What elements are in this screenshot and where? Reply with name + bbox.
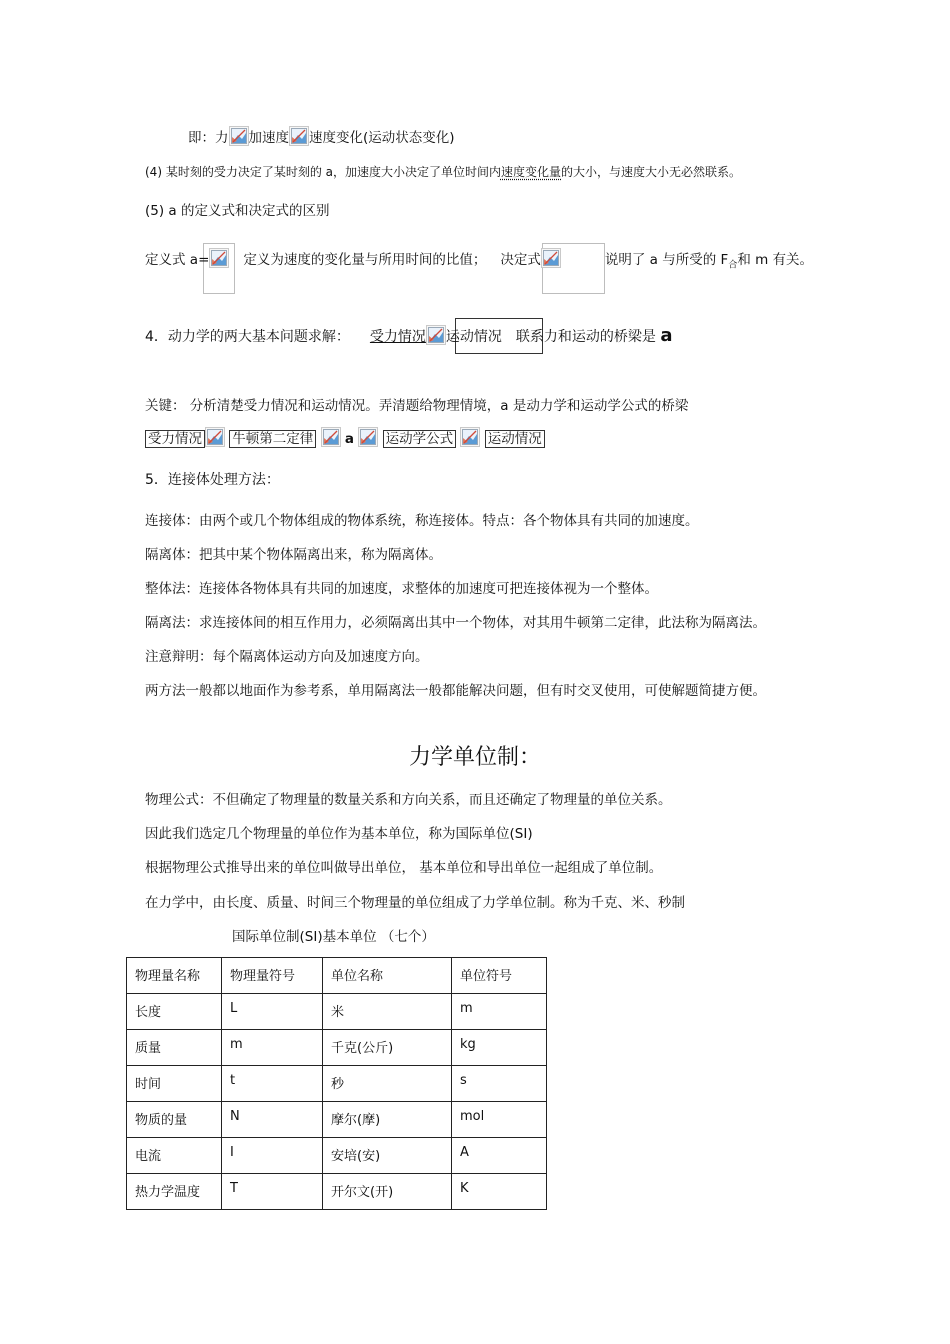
- table-cell: m: [222, 1030, 323, 1066]
- table-cell: 秒: [323, 1066, 452, 1102]
- section-5-line: 隔离体：把其中某个物体隔离出来，称为隔离体。: [145, 547, 442, 563]
- point-4: (4) 某时刻的受力决定了某时刻的 a，加速度大小决定了单位时间内速度变化量的大小，与速度大小无必然联系。: [145, 165, 742, 179]
- broken-image-icon: [209, 248, 229, 268]
- table-cell: K: [452, 1174, 547, 1210]
- table-cell: t: [222, 1066, 323, 1102]
- units-line: 物理公式：不但确定了物理量的数量关系和方向关系，而且还确定了物理量的单位关系。: [145, 792, 672, 808]
- table-cell: 热力学温度: [127, 1174, 222, 1210]
- section-4: 4．动力学的两大基本问题求解： 受力情况 运动情况 联系力和运动的桥梁是 a: [145, 325, 673, 346]
- table-cell: 电流: [127, 1138, 222, 1174]
- units-heading: 力学单位制：: [408, 745, 541, 770]
- broken-image-icon: [358, 427, 378, 447]
- flow-chain: 受力情况 牛顿第二定律 a 运动学公式 运动情况: [145, 427, 545, 448]
- table-row: [127, 1174, 547, 1210]
- section-5-title: 5．连接体处理方法：: [145, 472, 280, 488]
- table-caption: 国际单位制(SI)基本单位 （七个）: [232, 929, 435, 945]
- table-row: [127, 1066, 547, 1102]
- table-cell: 米: [323, 994, 452, 1030]
- table-cell: T: [222, 1174, 323, 1210]
- units-line: 根据物理公式推导出来的单位叫做导出单位， 基本单位和导出单位一起组成了单位制。: [145, 860, 663, 876]
- table-cell: 长度: [127, 994, 222, 1030]
- table-cell: 单位名称: [323, 958, 452, 994]
- table-row: [127, 1138, 547, 1174]
- broken-image-icon: [541, 248, 561, 268]
- table-header-row: [127, 958, 547, 994]
- table-row: [127, 1102, 547, 1138]
- table-cell: 物理量名称: [127, 958, 222, 994]
- broken-image-icon: [229, 126, 249, 146]
- table-cell: 摩尔(摩): [323, 1102, 452, 1138]
- section-5-line: 注意辩明：每个隔离体运动方向及加速度方向。: [145, 649, 429, 665]
- table-row: [127, 1030, 547, 1066]
- units-line: 因此我们选定几个物理量的单位作为基本单位，称为国际单位(SI): [145, 826, 533, 842]
- definition-line: 定义式 a= 定义为速度的变化量与所用时间的比值； 决定式 说明了 a 与所受的 $F_合$和 m 有关。: [145, 248, 813, 271]
- section-5-line: 整体法：连接体各物体具有共同的加速度，求整体的加速度可把连接体视为一个整体。: [145, 581, 658, 597]
- broken-image-icon: [289, 126, 309, 146]
- table-cell: kg: [452, 1030, 547, 1066]
- table-cell: s: [452, 1066, 547, 1102]
- table-cell: 千克(公斤): [323, 1030, 452, 1066]
- table-cell: 安培(安): [323, 1138, 452, 1174]
- table-cell: N: [222, 1102, 323, 1138]
- table-cell: mol: [452, 1102, 547, 1138]
- table-row: [127, 994, 547, 1030]
- broken-image-icon: [426, 325, 446, 345]
- table-cell: 开尔文(开): [323, 1174, 452, 1210]
- table-cell: I: [222, 1138, 323, 1174]
- units-line: 在力学中，由长度、质量、时间三个物理量的单位组成了力学单位制。称为千克、米、秒制: [145, 895, 685, 911]
- point-5: (5) a 的定义式和决定式的区别: [145, 203, 330, 219]
- table-cell: L: [222, 994, 323, 1030]
- key-line: 关键： 分析清楚受力情况和运动情况。弄清题给物理情境，a 是动力学和运动学公式的桥梁: [145, 398, 689, 414]
- table-cell: A: [452, 1138, 547, 1174]
- si-units-table: [126, 957, 547, 1210]
- section-5-line: 连接体：由两个或几个物体组成的物体系统，称连接体。特点：各个物体具有共同的加速度。: [145, 513, 699, 529]
- table-cell: 物理量符号: [222, 958, 323, 994]
- table-cell: 单位符号: [452, 958, 547, 994]
- section-5-line: 两方法一般都以地面作为参考系，单用隔离法一般都能解决问题，但有时交叉使用，可使解题简捷方便。: [145, 683, 766, 699]
- broken-image-icon: [205, 427, 225, 447]
- table-cell: 物质的量: [127, 1102, 222, 1138]
- table-cell: m: [452, 994, 547, 1030]
- section-5-line: 隔离法：求连接体间的相互作用力，必须隔离出其中一个物体，对其用牛顿第二定律，此法称为隔离法。: [145, 615, 766, 631]
- broken-image-icon: [321, 427, 341, 447]
- relation-line: 即：力 加速度 速度变化(运动状态变化): [188, 126, 455, 146]
- table-cell: 质量: [127, 1030, 222, 1066]
- broken-image-icon: [460, 427, 480, 447]
- table-cell: 时间: [127, 1066, 222, 1102]
